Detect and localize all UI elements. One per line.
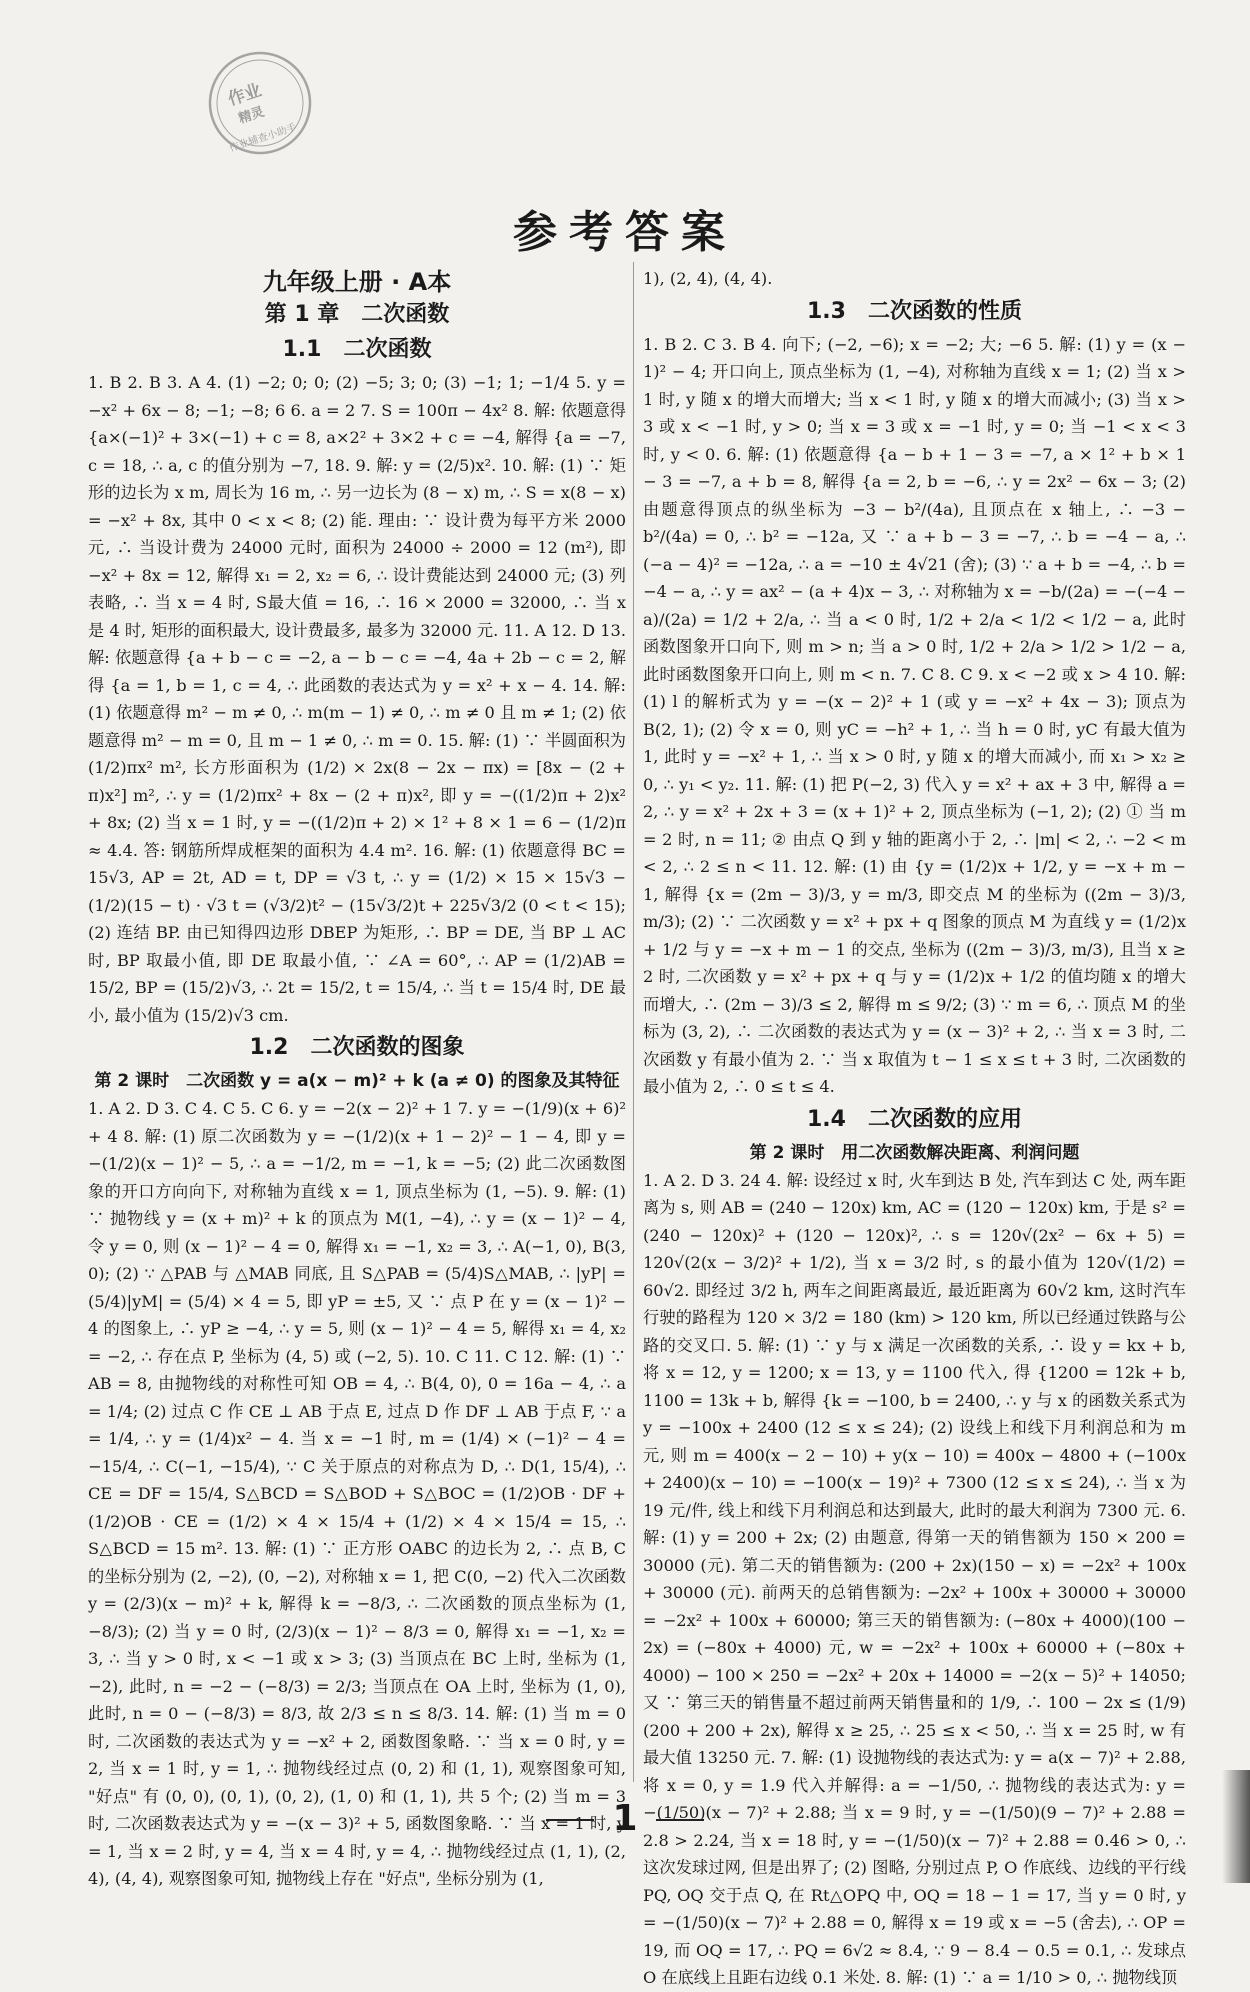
stamp-line-2: 精灵 <box>236 104 267 127</box>
answers-1-4: 1. A 2. D 3. 24 4. 解: 设经过 x 时, 火车到达 B 处, 汽车到达 C 处, 两车距离为 s, 则 AB = (240 − 120x) km, AC = (120 − 120x) km, 于是 s² = (240 − 120x)² + (120 − 120x)², ∴ s = 120√(2x² − 6x + 5) = 120√(2(x − 3/2)² + 1/2), 当 x = 3/2 时, s 的最小值为 120√(1/2) = 60√2. 即经过 3/2 h, 两车之间距离最近, 最近距离为 60√2 km, 这时汽车行驶的路程为 120 × 3/2 = 180 (km) > 120 km, 所以已经通过铁路与公路的交叉口. 5. 解: (1) ∵ y 与 x 满足一次函数的关系, ∴ 设 y = kx + b, 将 x = 12, y = 1200; x = 13, y = 1100 代入, 得 {1200 = 12k + b, 1100 = 13k + b, 解得 {k = −100, b = 2400, ∴ y 与 x 的函数关系式为 y = −100x + 2400 (12 ≤ x ≤ 24); (2) 设线上和线下月利润总和为 m 元, 则 m = 400(x − 2 − 10) + y(x − 10) = 400x − 4800 + (−100x + 2400)(x − 10) = −100(x − 19)² + 7300 (12 ≤ x ≤ 24), ∴ 当 x 为 19 元/件, 线上和线下月利润总和达到最大, 此时的最大利润为 7300 元. 6. 解: (1) y = 200 + 2x; (2) 由题意, 得第一天的销售额为 150 × 200 = 30000 (元). 第二天的销售额为: (200 + 2x)(150 − x) = −2x² + 100x + 30000 (元). 前两天的总销售额为: −2x² + 100x + 30000 + 30000 = −2x² + 100x + 60000; 第三天的销售额为: (−80x + 4000)(100 − 2x) = (−80x + 4000) 元, w = −2x² + 100x + 60000 + (−80x + 4000) − 100 × 250 = −2x² + 20x + 14000 = −2(x − 5)² + 14050; 又 ∵ 第三天的销售量不超过前两天销售量和的 1/9, ∴ 100 − 2x ≤ (1/9)(200 + 200 + 2x), 解得 x ≥ 25, ∴ 25 ≤ x < 50, ∴ 当 x = 25 时, w 有最大值 13250 元. 7. 解: (1) 设抛物线的表达式为: y = a(x − 7)² + 2.88, 将 x = 0, y = 1.9 代入并解得: a = −1/50, ∴ 抛物线的表达式为: y = −(1/50)(x − 7)² + 2.88; 当 x = 9 时, y = −(1/50)(9 − 7)² + 2.88 = 2.8 > 2.24, 当 x = 18 时, y = −(1/50)(x − 7)² + 2.88 = 0.46 > 0, ∴ 这次发球过网, 但是出界了; (2) 图略, 分别过点 P, O 作底线、边线的平行线 PQ, OQ 交于点 Q, 在 Rt△OPQ 中, OQ = 18 − 1 = 17, 当 y = 0 时, y = −(1/50)(x − 7)² + 2.88 = 0, 解得 x = 19 或 x = −5 (舍去), ∴ OP = 19, 而 OQ = 17, ∴ PQ = 6√2 ≈ 8.4, ∵ 9 − 8.4 − 0.5 = 0.1, ∴ 发球点 O 在底线上且距右边线 0.1 米处. 8. 解: (1) ∵ a = 1/10 > 0, ∴ 抛物线顶 <box>643 1170 1186 1987</box>
watermark-stamp <box>191 34 330 173</box>
stamp-line-3: 作业辅查小助手 <box>228 122 299 155</box>
lesson-heading-1-4: 第 2 课时 用二次函数解决距离、利润问题 <box>749 1142 1080 1163</box>
answers-1-3: 1. B 2. C 3. B 4. 向下; (−2, −6); x = −2; 大; −6 5. 解: (1) y = (x − 1)² − 4; 开口向上, 顶点坐标为 (1, −4), 对称轴为直线 x = 1; (2) 当 x > 1 时, y 随 x 的增大而增大; 当 x < 1 时, y 随 x 的增大而减小; (3) 当 x > 3 或 x < −1 时, y > 0; 当 x = 3 或 x = −1 时, y = 0; 当 −1 < x < 3 时, y < 0. 6. 解: (1) 依题意得 {a − b + 1 − 3 = −7, a × 1² + b × 1 − 3 = −7, a + b = 8, 解得 {a = 2, b = −6, ∴ y = 2x² − 6x − 3; (2) 由题意得顶点的纵坐标为 −3 − b²/(4a), 且顶点在 x 轴上, ∴ −3 − b²/(4a) = 0, ∴ b² = −12a, 又 ∵ a + b − 3 = −7, ∴ b = −4 − a, ∴ (−a − 4)² = −12a, ∴ a = −10 ± 4√21 (舍); (3) ∵ a + b = −4, ∴ b = −4 − a, ∴ y = ax² − (a + 4)x − 3, ∴ 对称轴为 x = −b/(2a) = −(−4 − a)/(2a) = 1/2 + 2/a, ∴ 当 a < 0 时, 1/2 + 2/a < 1/2 < 1/2 − a, 此时函数图象开口向下, 则 m > n; 当 a > 0 时, 1/2 + 2/a > 1/2 > 1/2 − a, 此时函数图象开口向上, 则 m < n. 7. C 8. C 9. x < −2 或 x > 4 10. 解: (1) l 的解析式为 y = −(x − 2)² + 1 (或 y = −x² + 4x − 3); 顶点为 B(2, 1); (2) 令 x = 0, 则 yC = −h² + 1, ∴ 当 h = 0 时, yC 有最大值为 1, 此时 y = −x² + 1, ∴ 当 x > 0 时, y 随 x 的增大而减小, 而 x₁ > x₂ ≥ 0, ∴ y₁ < y₂. 11. 解: (1) 把 P(−2, 3) 代入 y = x² + ax + 3 中, 解得 a = 2, ∴ y = x² + 2x + 3 = (x + 1)² + 2, 顶点坐标为 (−1, 2); (2) ① 当 m = 2 时, n = 11; ② 由点 Q 到 y 轴的距离小于 2, ∴ |m| < 2, ∴ −2 < m < 2, ∴ 2 ≤ n < 11. 12. 解: (1) 由 {y = (1/2)x + 1/2, y = −x + m − 1, 解得 {x = (2m − 3)/3, y = m/3, 即交点 M 的坐标为 ((2m − 3)/3, m/3); (2) ∵ 二次函数 y = x² + px + q 图象的顶点 M 为直线 y = (1/2)x + 1/2 与 y = −x + m − 1 的交点, 坐标为 ((2m − 3)/3, m/3), 且当 x ≥ 2 时, 二次函数 y = x² + px + q 与 y = (1/2)x + 1/2 的值均随 x 的增大而增大, ∴ (2m − 3)/3 ≤ 2, 解得 m ≤ 9/2; (3) ∵ m = 6, ∴ 顶点 M 的坐标为 (3, 2), ∴ 二次函数的表达式为 y = (x − 3)² + 2, ∴ 当 x = 3 时, 二次函数 y 有最小值为 2. ∵ 当 x 取值为 t − 1 ≤ x ≤ t + 3 时, 二次函数的最小值为 2, ∴ 0 ≤ t ≤ 4. <box>643 334 1186 1096</box>
page-number <box>0 1798 1250 1839</box>
chapter-heading: 第 1 章 二次函数 <box>264 302 450 327</box>
book-heading: 九年级上册 · A本 <box>262 268 452 296</box>
stamp-line-1: 作业 <box>225 80 265 111</box>
page-number-dash-left <box>546 1819 594 1821</box>
section-heading-1-2: 1.2 二次函数的图象 <box>249 1035 465 1060</box>
right-column <box>643 265 1186 1987</box>
scan-edge-shadow <box>1222 1770 1250 1883</box>
page-title: 参考答案 <box>513 207 737 258</box>
answers-1-1: 1. B 2. B 3. A 4. (1) −2; 0; 0; (2) −5; 3; 0; (3) −1; 1; −1/4 5. y = −x² + 6x − 8; −1; −8; 6 6. a = 2 7. S = 100π − 4x² 8. 解: 依题意得 {a×(−1)² + 3×(−1) + c = 8, a×2² + 3×2 + c = −4, 解得 {a = −7, c = 18, ∴ a, c 的值分别为 −7, 18. 9. 解: y = (2/5)x². 10. 解: (1) ∵ 矩形的边长为 x m, 周长为 16 m, ∴ 另一边长为 (8 − x) m, ∴ S = x(8 − x) = −x² + 8x, 其中 0 < x < 8; (2) 能. 理由: ∵ 设计费为每平方米 2000 元, ∴ 当设计费为 24000 元时, 面积为 24000 ÷ 2000 = 12 (m²), 即 −x² + 8x = 12, 解得 x₁ = 2, x₂ = 6, ∴ 设计费能达到 24000 元; (3) 列表略, ∴ 当 x = 4 时, S最大值 = 16, ∴ 16 × 2000 = 32000, ∴ 当 x 是 4 时, 矩形的面积最大, 设计费最多, 最多为 32000 元. 11. A 12. D 13. 解: 依题意得 {a + b − c = −2, a − b − c = −4, 4a + 2b − c = 2, 解得 {a = 1, b = 1, c = 4, ∴ 此函数的表达式为 y = x² + x − 4. 14. 解: (1) 依题意得 m² − m ≠ 0, ∴ m(m − 1) ≠ 0, ∴ m ≠ 0 且 m ≠ 1; (2) 依题意得 m² − m = 0, 且 m − 1 ≠ 0, ∴ m = 0. 15. 解: (1) ∵ 半圆面积为 (1/2)πx² m², 长方形面积为 (1/2) × 2x(8 − 2x − πx) = [8x − (2 + π)x²] m², ∴ y = (1/2)πx² + 8x − (2 + π)x², 即 y = −((1/2)π + 2)x² + 8x; (2) 当 x = 1 时, y = −((1/2)π + 2) × 1² + 8 × 1 = 6 − (1/2)π ≈ 4.4. 答: 钢筋所焊成框架的面积为 4.4 m². 16. 解: (1) 依题意得 BC = 15√3, AP = 2t, AD = t, DP = √3 t, ∴ y = (1/2) × 15 × 15√3 − (1/2)(15 − t) · √3 t = (√3/2)t² − (15√3/2)t + 225√3/2 (0 < t < 15); (2) 连结 BP. 由已知得四边形 DBEP 为矩形, ∴ BP = DE, 当 BP ⊥ AC 时, BP 取最小值, 即 DE 取最小值, ∵ ∠A = 60°, ∴ AP = (1/2)AB = 15/2, BP = (15/2)√3, ∴ 2t = 15/2, t = 15/4, ∴ 当 t = 15/4 时, DE 最小, 最小值为 (15/2)√3 cm. <box>88 373 626 1025</box>
answers-continued: 1), (2, 4), (4, 4). <box>643 269 773 288</box>
column-divider <box>633 262 634 1782</box>
lesson-heading-1-2: 第 2 课时 二次函数 y = a(x − m)² + k (a ≠ 0) 的图象及其特征 <box>94 1071 620 1091</box>
page-number-value: 1 <box>612 1798 638 1839</box>
section-heading-1-1: 1.1 二次函数 <box>282 337 432 362</box>
section-heading-1-4: 1.4 二次函数的应用 <box>807 1106 1022 1132</box>
answers-1-2: 1. A 2. D 3. C 4. C 5. C 6. y = −2(x − 2)² + 1 7. y = −(1/9)(x + 6)² + 4 8. 解: (1) 原二次函数为 y = −(1/2)(x + 1 − 2)² − 1 − 4, 即 y = −(1/2)(x − 1)² − 5, ∴ a = −1/2, m = −1, k = −5; (2) 此二次函数图象的开口方向向下, 对称轴为直线 x = 1, 顶点坐标为 (1, −5). 9. 解: (1) ∵ 抛物线 y = (x + m)² + k 的顶点为 M(1, −4), ∴ y = (x − 1)² − 4, 令 y = 0, 则 (x − 1)² − 4 = 0, 解得 x₁ = −1, x₂ = 3, ∴ A(−1, 0), B(3, 0); (2) ∵ △PAB 与 △MAB 同底, 且 S△PAB = (5/4)S△MAB, ∴ |yP| = (5/4)|yM| = (5/4) × 4 = 5, 即 yP = ±5, 又 ∵ 点 P 在 y = (x − 1)² − 4 的图象上, ∴ yP ≥ −4, ∴ y = 5, 则 (x − 1)² − 4 = 5, 解得 x₁ = 4, x₂ = −2, ∴ 存在点 P, 坐标为 (4, 5) 或 (−2, 5). 10. C 11. C 12. 解: (1) ∵ AB = 8, 由抛物线的对称性可知 OB = 4, ∴ B(4, 0), 0 = 16a − 4, ∴ a = 1/4; (2) 过点 C 作 CE ⊥ AB 于点 E, 过点 D 作 DF ⊥ AB 于点 F, ∵ a = 1/4, ∴ y = (1/4)x² − 4. 当 x = −1 时, m = (1/4) × (−1)² − 4 = −15/4, ∴ C(−1, −15/4), ∵ C 关于原点的对称点为 D, ∴ D(1, 15/4), ∴ CE = DF = 15/4, S△BCD = S△BOD + S△BOC = (1/2)OB · DF + (1/2)OB · CE = (1/2) × 4 × 15/4 + (1/2) × 4 × 15/4 = 15, ∴ S△BCD = 15 m². 13. 解: (1) ∵ 正方形 OABC 的边长为 2, ∴ 点 B, C 的坐标分别为 (2, −2), (0, −2), 对称轴 x = 1, 把 C(0, −2) 代入二次函数 y = (2/3)(x − m)² + k, 解得 k = −8/3, ∴ 二次函数的顶点坐标为 (1, −8/3); (2) 当 y = 0 时, (2/3)(x − 1)² − 8/3 = 0, 解得 x₁ = −1, x₂ = 3, ∴ 当 y > 0 时, x < −1 或 x > 3; (3) 当顶点在 BC 上时, 坐标为 (1, −2), 此时, n = −2 − (−8/3) = 2/3; 当顶点在 OA 上时, 坐标为 (1, 0), 此时, n = 0 − (−8/3) = 8/3, 故 2/3 ≤ n ≤ 8/3. 14. 解: (1) 当 m = 0 时, 二次函数的表达式为 y = −x² + 2, 函数图象略. ∵ 当 x = 0 时, y = 2, 当 x = 1 时, y = 1, ∴ 抛物线经过点 (0, 2) 和 (1, 1), 观察图象可知, "好点" 有 (0, 0), (0, 1), (0, 2), (1, 0) 和 (1, 1), 共 5 个; (2) 当 m = 3 时, 二次函数表达式为 y = −(x − 3)² + 5, 函数图象略. ∵ 当 x = 1 时, y = 1, 当 x = 2 时, y = 4, 当 x = 4 时, y = 4, ∴ 抛物线经过点 (1, 1), (2, 4), (4, 4), 观察图象可知, 抛物线上存在 "好点", 坐标分别为 (1, <box>88 1099 626 1888</box>
section-heading-1-3: 1.3 二次函数的性质 <box>807 298 1022 324</box>
page-number-dash-right <box>656 1819 704 1821</box>
left-column <box>88 265 626 1888</box>
